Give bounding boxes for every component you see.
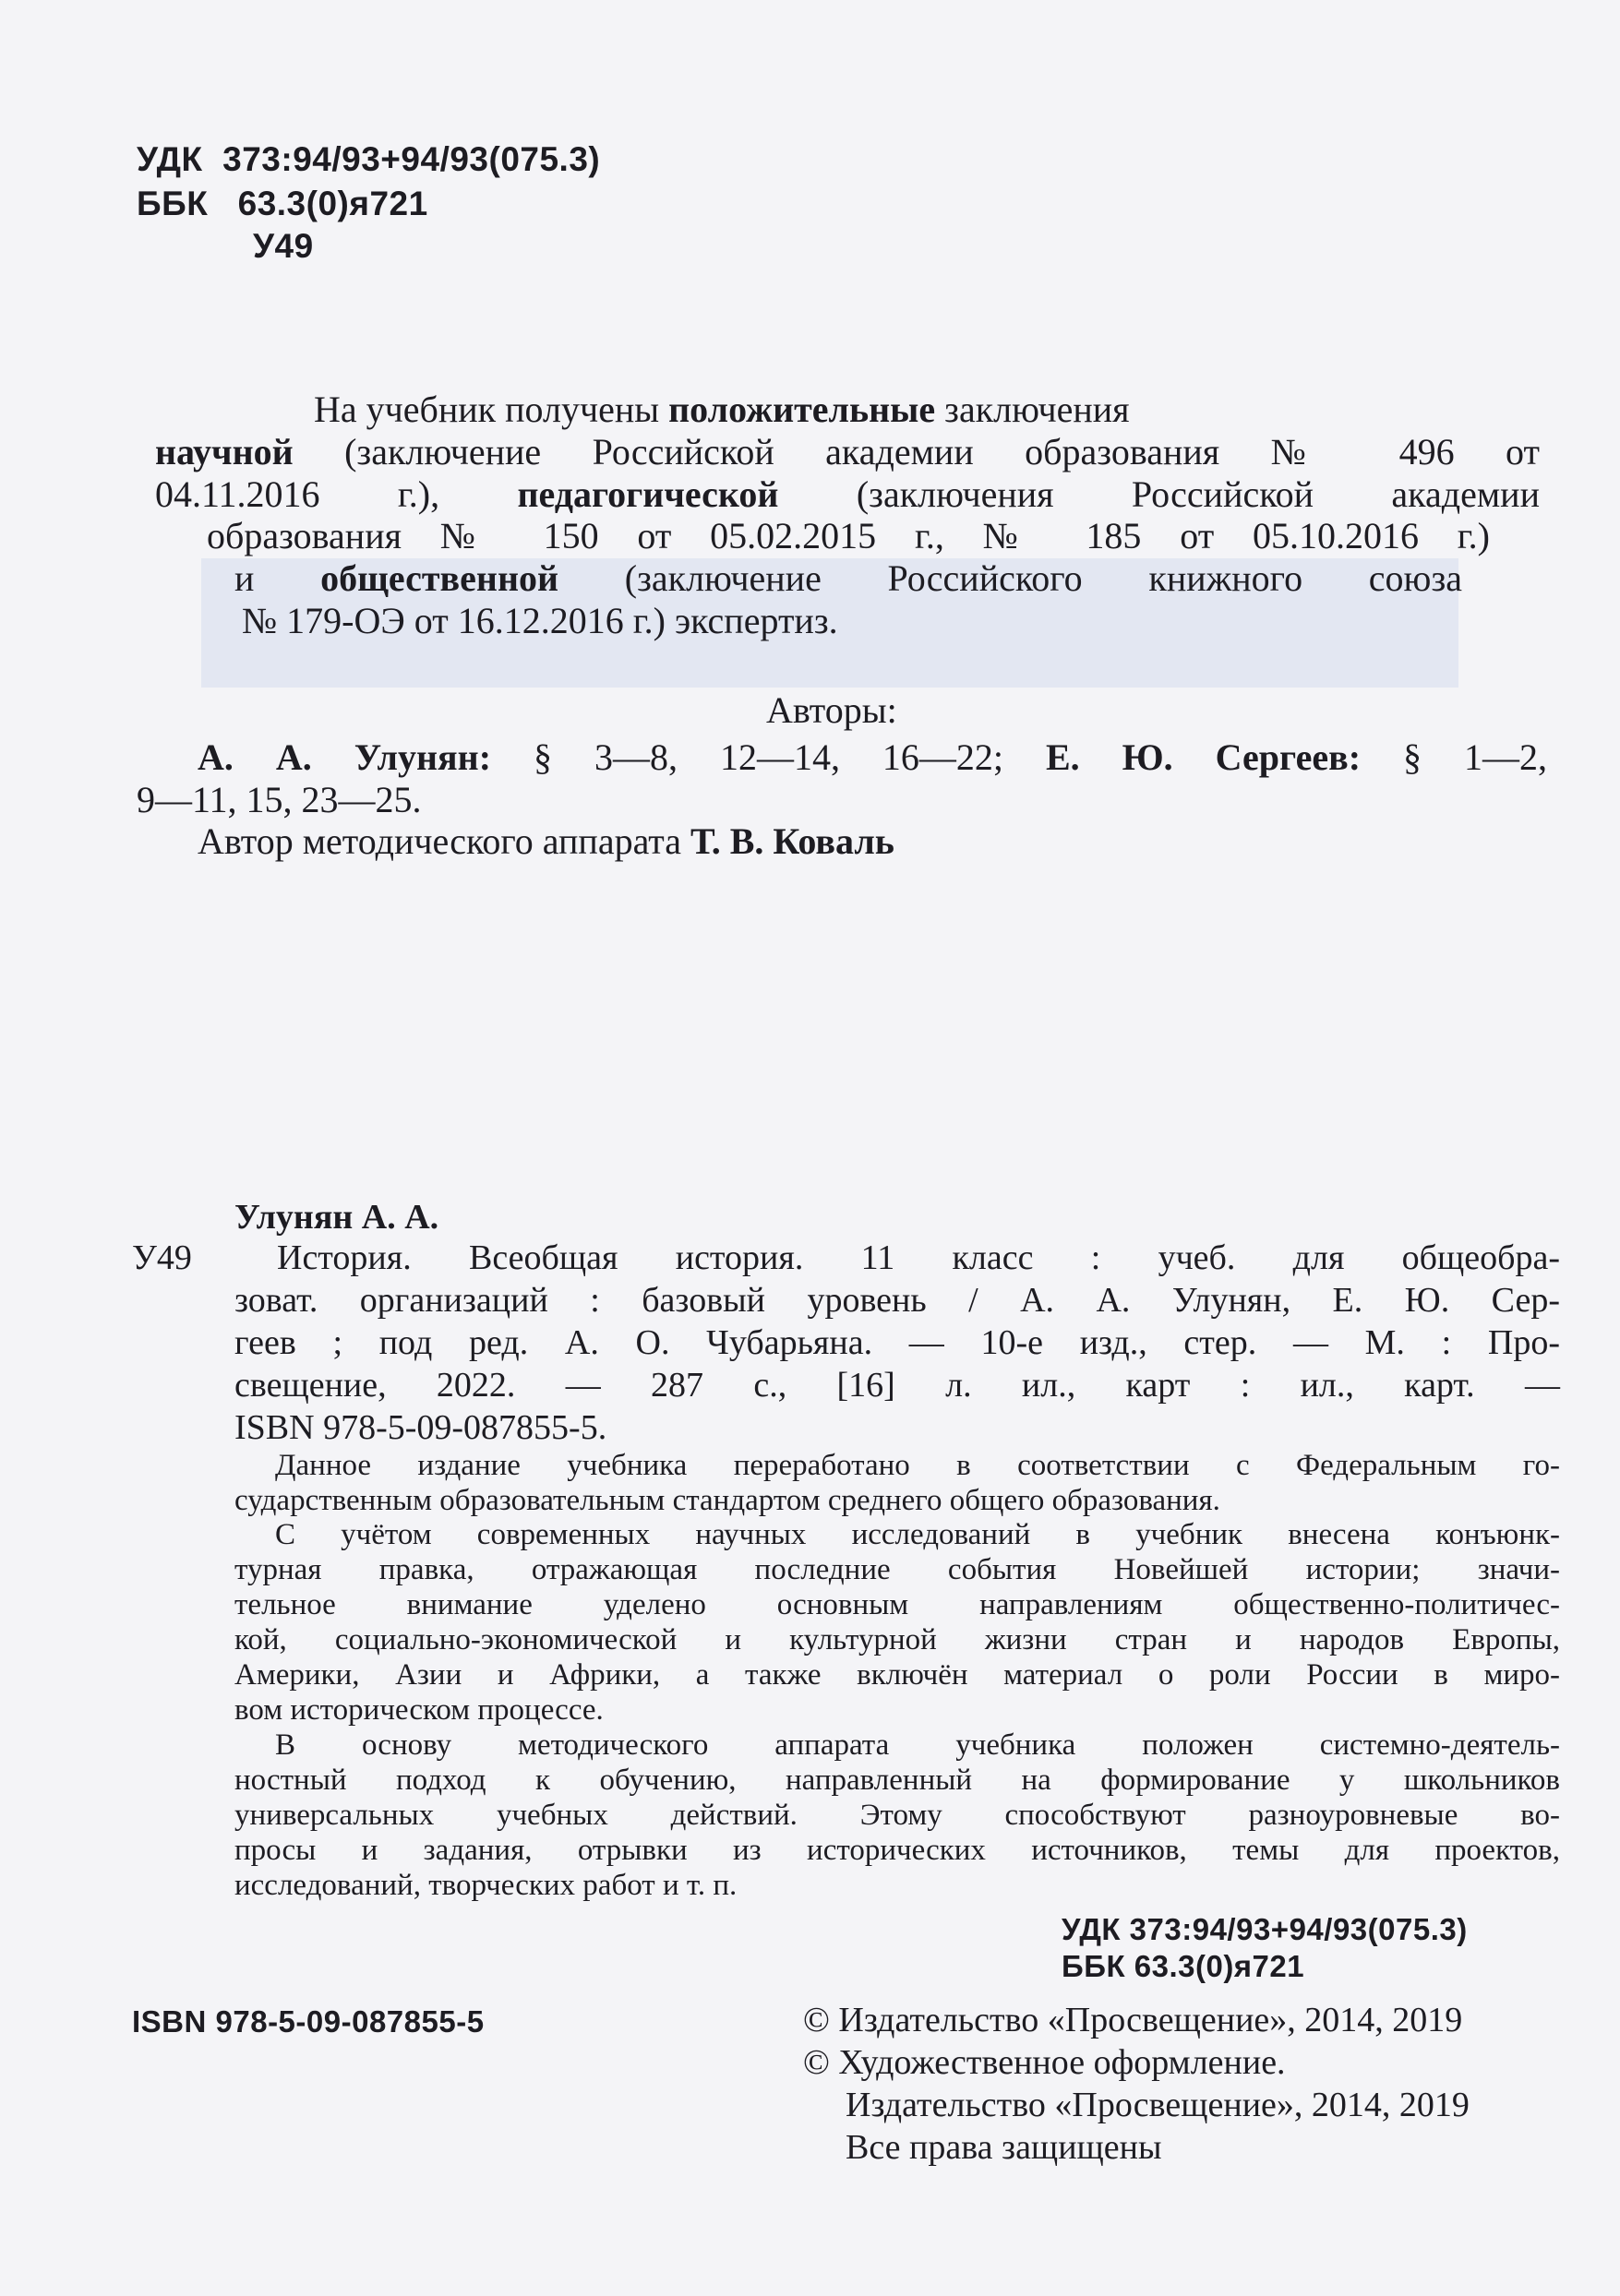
copyright-line-4: Все права защищены [846, 2128, 1162, 2167]
expertise-line-1: На учебник получены положительные заключения [314, 389, 1130, 430]
annotation-p2-line-6: вом историческом процессе. [234, 1693, 604, 1727]
catalog-line-4: свещение, 2022. — 287 с., [16] л. ил., карт : ил., карт. — [234, 1366, 1560, 1405]
annotation-p3-line-2: ностный подход к обучению, направленный на формирование у школьников [234, 1764, 1560, 1797]
udk-footer: УДК 373:94/93+94/93(075.3) [1062, 1912, 1468, 1946]
annotation-p2-line-3: тельное внимание уделено основным направлениям общественно-политичес- [234, 1588, 1560, 1621]
annotation-p2-line-1: С учётом современных научных исследований в учебник внесена конъюнк- [275, 1518, 1560, 1551]
bbk-header [137, 185, 428, 223]
copyright-line-1: © Издательство «Просвещение», 2014, 2019 [803, 2001, 1463, 2039]
annotation-p2-line-2: турная правка, отражающая последние события Новейшей истории; значи- [234, 1553, 1560, 1586]
udk-label: УДК [137, 140, 203, 178]
authors-heading: Авторы: [766, 689, 897, 731]
bbk-label: ББК [137, 185, 209, 222]
authors-line-1: А. А. Улунян: § 3—8, 12—14, 16—22; Е. Ю. Сергеев: § 1—2, [198, 736, 1548, 778]
catalog-line-5: ISBN 978-5-09-087855-5. [234, 1408, 607, 1447]
annotation-p1-line-1: Данное издание учебника переработано в соответствии с Федеральным го- [275, 1449, 1560, 1482]
method-author-name: Т. В. Коваль [690, 820, 894, 862]
catalog-line-1: История. Всеобщая история. 11 класс : учеб. для общеобра- [277, 1238, 1560, 1277]
udk-value: 373:94/93+94/93(075.3) [222, 140, 601, 178]
catalog-line-3: геев ; под ред. А. О. Чубарьяна. — 10-е изд., стер. — М. : Про- [234, 1323, 1560, 1362]
method-author-line: Автор методического аппарата Т. В. Коваль [198, 820, 894, 862]
expertise-line-5: и общественной (заключение Российского книжного союза [234, 557, 1462, 599]
authors-line-2: 9—11, 15, 23—25. [137, 779, 422, 820]
annotation-p3-line-5: исследований, творческих работ и т. п. [234, 1869, 738, 1902]
author-ulunyan: А. А. Улунян: [198, 736, 492, 778]
copyright-line-2: © Художественное оформление. [803, 2043, 1286, 2082]
annotation-p3-line-4: просы и задания, отрывки из исторических источников, темы для проектов, [234, 1834, 1560, 1867]
expertise-line-2: научной (заключение Российской академии образования № 496 от [155, 431, 1540, 472]
expertise-line-4: образования № 150 от 05.02.2015 г., № 185 от 05.10.2016 г.) [207, 515, 1490, 556]
catalog-mark: У49 [132, 1238, 192, 1277]
expertise-line-3: 04.11.2016 г.), педагогической (заключения Российской академии [155, 473, 1540, 515]
annotation-p3-line-1: В основу методического аппарата учебника положен системно-деятель- [275, 1728, 1560, 1762]
annotation-p2-line-4: кой, социально-экономической и культурной жизни стран и народов Европы, [234, 1623, 1560, 1656]
bbk-footer: ББК 63.3(0)я721 [1062, 1949, 1305, 1983]
author-mark-header: У49 [253, 227, 314, 265]
expertise-line-6: № 179-ОЭ от 16.12.2016 г.) экспертиз. [242, 600, 838, 641]
annotation-p1-line-2: сударственным образовательным стандартом среднего общего образования. [234, 1484, 1220, 1517]
isbn: ISBN 978-5-09-087855-5 [132, 2004, 485, 2039]
annotation-p2-line-5: Америки, Азии и Африки, а также включён материал о роли России в миро- [234, 1658, 1560, 1692]
author-sergeev: Е. Ю. Сергеев: [1045, 736, 1362, 778]
catalog-author: Улунян А. А. [234, 1198, 439, 1237]
copyright-line-3: Издательство «Просвещение», 2014, 2019 [846, 2086, 1470, 2124]
annotation-p3-line-3: универсальных учебных действий. Этому способствуют разноуровневые во- [234, 1799, 1560, 1832]
udk-header [137, 140, 600, 179]
catalog-line-2: зоват. организаций : базовый уровень / А. А. Улунян, Е. Ю. Сер- [234, 1281, 1560, 1320]
bbk-value: 63.3(0)я721 [237, 185, 428, 222]
